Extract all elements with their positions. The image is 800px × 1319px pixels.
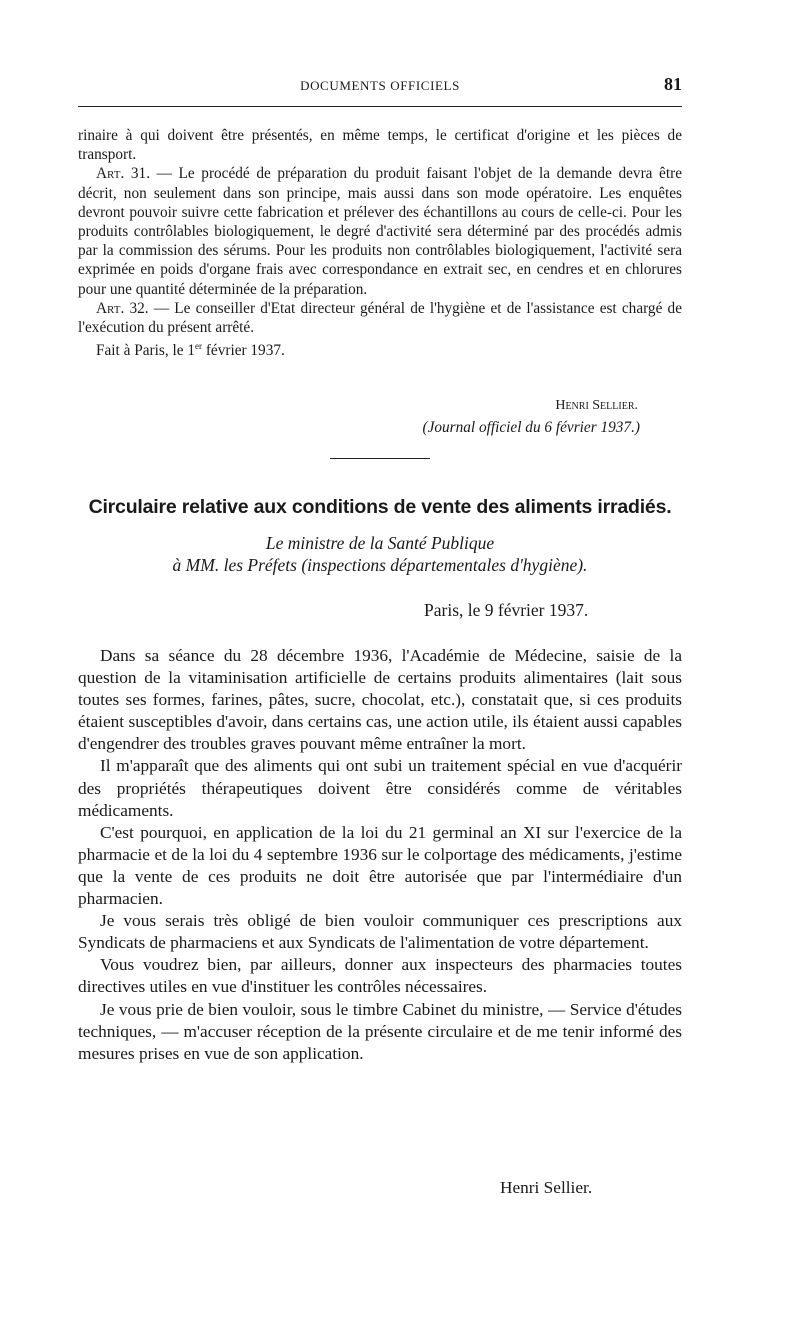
body-paragraph: Vous voudrez bien, par ailleurs, donner aux inspecteurs des pharmacies toutes directives utiles en vue d'instituer les contrôles nécessaires. bbox=[78, 955, 682, 997]
done-at-line: Fait à Paris, le 1er février 1937. bbox=[96, 341, 285, 360]
section-separator bbox=[330, 458, 430, 459]
recipients: à MM. les Préfets (inspections départementales d'hygiène). bbox=[172, 555, 588, 575]
body-paragraph: C'est pourquoi, en application de la loi du 21 germinal an XI sur l'exercice de la pharmacie et de la loi du 4 septembre 1936 sur le colportage des médicaments, j'estime que la vente de ces produits ne doit être autorisée que par l'intermédiaire d'un pharmacien. bbox=[78, 822, 682, 909]
continuation-paragraph: rinaire à qui doivent être présentés, en même temps, le certificat d'origine et les pièces de transport. bbox=[78, 127, 682, 164]
circular-address bbox=[78, 532, 682, 576]
journal-reference: (Journal officiel du 6 février 1937.) bbox=[422, 419, 640, 436]
circular-title: Circulaire relative aux conditions de vente des aliments irradiés. bbox=[88, 496, 672, 518]
sender: Le ministre de la Santé Publique bbox=[265, 533, 495, 553]
article-32 bbox=[78, 299, 682, 337]
body-paragraph: Je vous prie de bien vouloir, sous le timbre Cabinet du ministre, — Service d'études techniques, — m'accuser réception de la présente circulaire et de me tenir informé des mesures prises en vue de son application. bbox=[78, 999, 682, 1063]
running-title: DOCUMENTS OFFICIELS bbox=[300, 78, 460, 93]
article-32-text: 32. — Le conseiller d'Etat directeur général de l'hygiène et de l'assistance est chargé de l'exécution du présent arrêté. bbox=[78, 299, 682, 337]
page-header bbox=[78, 74, 682, 102]
previous-document-end bbox=[78, 126, 682, 436]
body-paragraph: Dans sa séance du 28 décembre 1936, l'Académie de Médecine, saisie de la question de la vitaminisation artificielle de certains produits alimentaires (lait sous toutes ses formes, farines, pâtes, sucre, chocolat, etc.), constatait que, si ces produits étaient susceptibles d'avoir, dans certains cas, une action utile, ils étaient aussi capables d'engendrer des troubles graves pouvant même entraîner la mort. bbox=[78, 646, 682, 754]
circular-body bbox=[78, 645, 682, 1065]
circular-signature: Henri Sellier. bbox=[500, 1178, 593, 1197]
page-number: 81 bbox=[664, 74, 682, 94]
article-label: Art. bbox=[96, 165, 125, 183]
body-paragraph: Je vous serais très obligé de bien vouloir communiquer ces prescriptions aux Syndicats de pharmaciens et aux Syndicats de l'alimentation de votre département. bbox=[78, 911, 682, 953]
signature: Henri Sellier. bbox=[555, 398, 638, 413]
article-31-text: 31. — Le procédé de préparation du produit faisant l'objet de la demande devra être décrit, non seulement dans son principe, mais aussi dans son mode opératoire. Les enquêtes devront pouvoir suivre cette fabrication et prélever des échantillons au cours de celle-ci. Pour les produits contrôlables biologiquement, le degré d'activité sera déterminé par des procédés admis par la commission des sérums. Pour les produits non contrôlables biologiquement, l'activité sera exprimée en poids d'organe frais avec correspondance en extrait sec, en cendres et en chlorures pour une quantité déterminée de la préparation. bbox=[78, 165, 682, 298]
body-paragraph: Il m'apparaît que des aliments qui ont subi un traitement spécial en vue d'acquérir des propriétés thérapeutiques doivent être considérés comme de véritables médicaments. bbox=[78, 756, 682, 820]
circular-date: Paris, le 9 février 1937. bbox=[424, 600, 589, 620]
header-rule bbox=[78, 106, 682, 107]
article-31 bbox=[78, 164, 682, 298]
article-label: Art. bbox=[96, 299, 125, 317]
